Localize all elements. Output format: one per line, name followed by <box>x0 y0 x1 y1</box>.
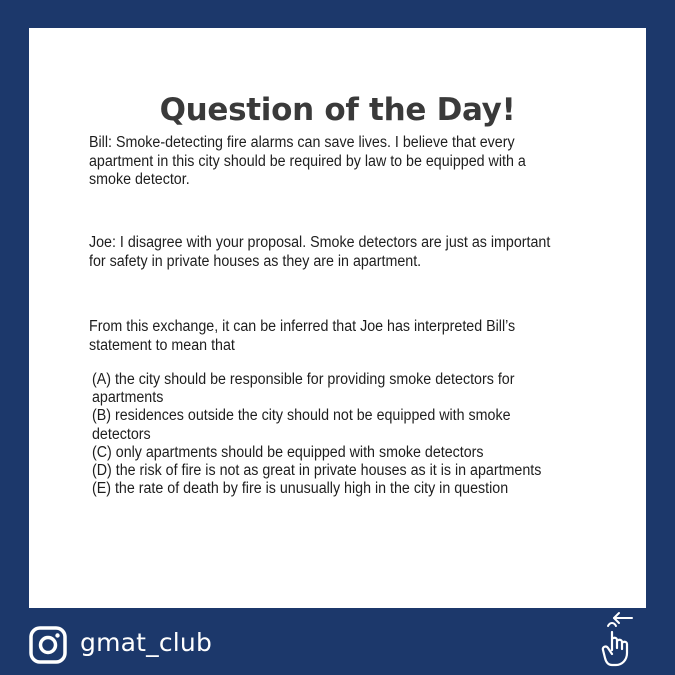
option-c: (C) only apartments should be equipped with smoke detectors <box>92 443 484 461</box>
instagram-handle[interactable]: gmat_club <box>80 628 213 657</box>
page-title: Question of the Day! <box>159 92 516 128</box>
joe-statement: Joe: I disagree with your proposal. Smoke detectors are just as important for safety in private houses as they are in apartment. <box>89 234 551 270</box>
option-b: (B) residences outside the city should not be equipped with smoke detectors <box>92 407 511 443</box>
option-d: (D) the risk of fire is not as great in private houses as it is in apartments <box>92 462 542 480</box>
question-card <box>29 28 646 608</box>
footer-bar <box>0 608 675 675</box>
question-prompt: From this exchange, it can be inferred that Joe has interpreted Bill’s statement to mean that <box>89 318 516 354</box>
instagram-icon <box>29 626 67 664</box>
bill-statement: Bill: Smoke-detecting fire alarms can save lives. I believe that every apartment in this city should be required by law to be equipped with a smoke detector. <box>89 134 526 188</box>
answer-options <box>92 371 570 498</box>
option-e: (E) the rate of death by fire is unusually high in the city in question <box>92 480 509 498</box>
swipe-hand-icon <box>600 610 646 668</box>
option-a: (A) the city should be responsible for providing smoke detectors for apartments <box>92 371 515 407</box>
